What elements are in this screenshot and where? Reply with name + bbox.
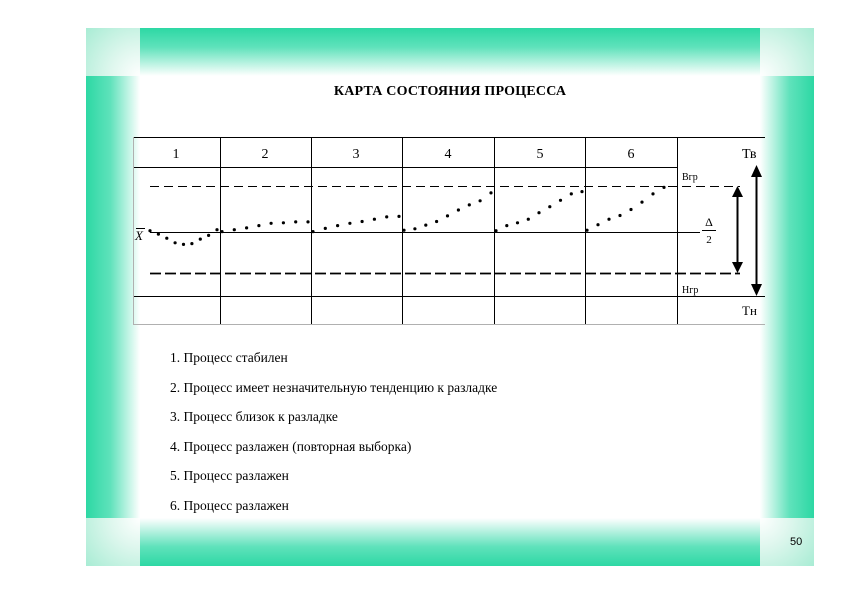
data-point-2-8 [306, 220, 309, 223]
data-point-6-5 [629, 208, 632, 211]
data-point-6-1 [585, 229, 588, 232]
data-point-1-5 [182, 243, 185, 246]
data-point-5-8 [570, 192, 573, 195]
data-points [148, 186, 665, 246]
data-point-6-4 [618, 214, 621, 217]
data-point-6-2 [596, 223, 599, 226]
data-point-2-5 [270, 222, 273, 225]
data-point-2-1 [220, 230, 223, 233]
column-label: 4 [444, 147, 452, 162]
legend [170, 350, 497, 527]
lower-control-label: Нгр [682, 285, 699, 296]
arrow-tolerance [751, 165, 762, 296]
column-label: 6 [627, 147, 635, 162]
data-point-4-4 [435, 220, 438, 223]
data-point-4-5 [446, 214, 449, 217]
column-label: 2 [261, 147, 269, 162]
data-point-1-1 [148, 229, 151, 232]
data-point-1-2 [157, 233, 160, 236]
upper-tolerance-label: Тв [742, 147, 757, 162]
page-number: 50 [790, 536, 803, 548]
data-point-4-6 [457, 208, 460, 211]
data-point-2-7 [294, 220, 297, 223]
data-point-2-2 [233, 228, 236, 231]
legend-item: 4. Процесс разлажен (повторная выборка) [170, 438, 412, 454]
legend-item: 2. Процесс имеет незначительную тенденцию к разладке [170, 379, 498, 395]
data-point-4-7 [468, 203, 471, 206]
data-point-1-7 [199, 238, 202, 241]
data-point-2-6 [282, 221, 285, 224]
data-point-3-1 [311, 230, 314, 233]
data-point-1-3 [165, 237, 168, 240]
data-point-6-3 [607, 218, 610, 221]
data-point-5-4 [527, 218, 530, 221]
delta-denominator: 2 [706, 234, 712, 246]
arrow-delta [732, 186, 743, 273]
legend-item: 6. Процесс разлажен [170, 497, 289, 513]
data-point-3-4 [348, 222, 351, 225]
slide-title: КАРТА СОСТОЯНИЯ ПРОЦЕССА [333, 84, 567, 99]
data-point-1-4 [174, 241, 177, 244]
data-point-1-9 [215, 228, 218, 231]
data-point-2-4 [257, 224, 260, 227]
data-point-5-5 [537, 211, 540, 214]
data-point-5-2 [505, 224, 508, 227]
upper-control-label: Вгр [682, 172, 698, 183]
data-point-5-6 [548, 205, 551, 208]
data-point-6-6 [640, 201, 643, 204]
data-point-2-3 [245, 226, 248, 229]
data-point-3-8 [397, 215, 400, 218]
legend-item: 5. Процесс разлажен [170, 468, 289, 483]
column-label: 1 [172, 147, 180, 162]
data-point-1-6 [190, 242, 193, 245]
data-point-5-7 [559, 199, 562, 202]
legend-list [170, 350, 497, 527]
lower-tolerance-label: Тн [742, 303, 757, 318]
data-point-6-7 [651, 192, 654, 195]
data-point-4-2 [413, 227, 416, 230]
data-point-5-3 [516, 221, 519, 224]
data-point-3-3 [336, 224, 339, 227]
data-point-1-8 [207, 234, 210, 237]
data-point-3-2 [324, 227, 327, 230]
legend-item: 3. Процесс близок к разладке [170, 409, 338, 424]
data-point-3-7 [385, 215, 388, 218]
data-point-5-9 [580, 190, 583, 193]
legend-item: 1. Процесс стабилен [170, 350, 288, 365]
chart-grid [133, 137, 765, 325]
delta-numerator: Δ [705, 215, 713, 229]
data-point-5-1 [494, 229, 497, 232]
column-label: 3 [352, 147, 360, 162]
data-point-4-9 [489, 191, 492, 194]
data-point-4-3 [424, 224, 427, 227]
column-label: 5 [536, 147, 544, 162]
data-point-3-6 [373, 218, 376, 221]
data-point-4-1 [402, 229, 405, 232]
mean-symbol: X [135, 228, 143, 243]
data-point-3-5 [361, 220, 364, 223]
data-point-4-8 [479, 199, 482, 202]
data-point-6-8 [662, 186, 665, 189]
